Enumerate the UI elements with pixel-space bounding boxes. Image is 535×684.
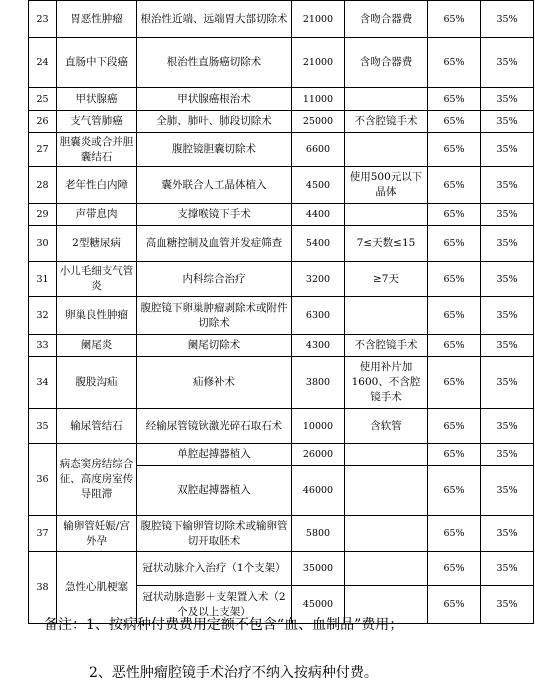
- row-number: 37: [29, 516, 57, 552]
- row-number: 32: [29, 297, 57, 335]
- disease-cell: 腹股沟疝: [57, 357, 137, 409]
- note-cell: 含吻合器费: [345, 1, 428, 38]
- fee-cell: 45000: [292, 586, 345, 624]
- table-row: [29, 38, 534, 88]
- row-number: 34: [29, 357, 57, 409]
- disease-cell: 支气管肺癌: [57, 111, 137, 133]
- share-cell-1: 65%: [428, 111, 481, 133]
- disease-cell: 卵巢良性肿瘤: [57, 297, 137, 335]
- row-number: 35: [29, 409, 57, 444]
- procedure-cell: 疝修补术: [137, 357, 292, 409]
- procedure-cell: 高血糖控制及血管并发症筛查: [137, 226, 292, 262]
- procedure-cell: 腹腔镜胆囊切除术: [137, 133, 292, 167]
- note-cell: 含吻合器费: [345, 38, 428, 88]
- share-cell-1: 65%: [428, 444, 481, 466]
- fee-cell: 26000: [292, 444, 345, 466]
- procedure-cell: 单腔起搏器植入: [137, 444, 292, 466]
- share-cell-1: 65%: [428, 133, 481, 167]
- disease-cell: 急性心肌梗塞: [57, 552, 137, 624]
- fee-cell: 3800: [292, 357, 345, 409]
- note-cell: 含软管: [345, 409, 428, 444]
- disease-cell: 输尿管结石: [57, 409, 137, 444]
- share-cell-1: 65%: [428, 204, 481, 226]
- table-row: [29, 262, 534, 297]
- share-cell-2: 35%: [481, 167, 534, 204]
- note-cell: 不含腔镜手术: [345, 111, 428, 133]
- row-number: 30: [29, 226, 57, 262]
- row-number: 24: [29, 38, 57, 88]
- row-number: 36: [29, 444, 57, 516]
- row-number: 26: [29, 111, 57, 133]
- note-cell: 使用补片加1600、不含腔镜手术: [345, 357, 428, 409]
- fee-cell: 4400: [292, 204, 345, 226]
- remarks: [44, 614, 524, 684]
- share-cell-2: 35%: [481, 226, 534, 262]
- share-cell-1: 65%: [428, 516, 481, 552]
- share-cell-2: 35%: [481, 88, 534, 111]
- fee-cell: 21000: [292, 38, 345, 88]
- table-row: [29, 204, 534, 226]
- share-cell-2: 35%: [481, 409, 534, 444]
- row-number: 27: [29, 133, 57, 167]
- note-cell: [345, 204, 428, 226]
- fee-cell: 4500: [292, 167, 345, 204]
- share-cell-1: 65%: [428, 167, 481, 204]
- note-cell: ≥7天: [345, 262, 428, 297]
- procedure-cell: 甲状腺癌根治术: [137, 88, 292, 111]
- disease-cell: 小儿毛细支气管炎: [57, 262, 137, 297]
- disease-cell: 输卵管妊娠/宫外孕: [57, 516, 137, 552]
- fee-table-body: [29, 1, 534, 624]
- procedure-cell: 全肺、肺叶、肺段切除术: [137, 111, 292, 133]
- procedure-cell: 双腔起搏器植入: [137, 466, 292, 516]
- share-cell-2: 35%: [481, 38, 534, 88]
- share-cell-1: 65%: [428, 409, 481, 444]
- note-cell: [345, 466, 428, 516]
- disease-cell: 声带息肉: [57, 204, 137, 226]
- fee-table: [28, 0, 534, 624]
- procedure-cell: 冠状动脉造影＋支架置入术（2个及以上支架）: [137, 586, 292, 624]
- procedure-cell: 冠状动脉介入治疗（1个支架）: [137, 552, 292, 586]
- row-number: 28: [29, 167, 57, 204]
- share-cell-1: 65%: [428, 357, 481, 409]
- note-cell: [345, 444, 428, 466]
- disease-cell: 胃恶性肿瘤: [57, 1, 137, 38]
- procedure-cell: 腹腔镜下输卵管切除术或输卵管切开取胚术: [137, 516, 292, 552]
- procedure-cell: 腹腔镜下卵巢肿瘤剥除术或附件切除术: [137, 297, 292, 335]
- row-number: 38: [29, 552, 57, 624]
- fee-cell: 46000: [292, 466, 345, 516]
- note-cell: 使用500元以下晶体: [345, 167, 428, 204]
- share-cell-1: 65%: [428, 335, 481, 357]
- table-row: [29, 297, 534, 335]
- disease-cell: 胆囊炎或合并胆囊结石: [57, 133, 137, 167]
- share-cell-2: 35%: [481, 552, 534, 586]
- row-number: 33: [29, 335, 57, 357]
- table-row: [29, 88, 534, 111]
- note-cell: 不含腔镜手术: [345, 335, 428, 357]
- share-cell-1: 65%: [428, 38, 481, 88]
- fee-cell: 25000: [292, 111, 345, 133]
- disease-cell: 老年性白内障: [57, 167, 137, 204]
- disease-cell: 病态窦房结综合征、高度房室传导阻滞: [57, 444, 137, 516]
- table-row: [29, 335, 534, 357]
- note-cell: [345, 552, 428, 586]
- share-cell-1: 65%: [428, 262, 481, 297]
- fee-cell: 6600: [292, 133, 345, 167]
- note-cell: [345, 133, 428, 167]
- share-cell-1: 65%: [428, 586, 481, 624]
- row-number: 25: [29, 88, 57, 111]
- fee-cell: 3200: [292, 262, 345, 297]
- share-cell-2: 35%: [481, 297, 534, 335]
- fee-cell: 5400: [292, 226, 345, 262]
- note-cell: [345, 516, 428, 552]
- share-cell-1: 65%: [428, 226, 481, 262]
- table-row: [29, 444, 534, 466]
- share-cell-1: 65%: [428, 466, 481, 516]
- share-cell-2: 35%: [481, 444, 534, 466]
- fee-cell: 21000: [292, 1, 345, 38]
- table-row: [29, 552, 534, 586]
- note-cell: [345, 88, 428, 111]
- remark-line-2: 2、恶性肿瘤腔镜手术治疗不纳入按病种付费。: [89, 665, 378, 681]
- fee-cell: 6300: [292, 297, 345, 335]
- share-cell-2: 35%: [481, 357, 534, 409]
- share-cell-2: 35%: [481, 111, 534, 133]
- table-row: [29, 226, 534, 262]
- share-cell-2: 35%: [481, 586, 534, 624]
- fee-cell: 4300: [292, 335, 345, 357]
- fee-cell: 10000: [292, 409, 345, 444]
- procedure-cell: 内科综合治疗: [137, 262, 292, 297]
- procedure-cell: 根治性直肠癌切除术: [137, 38, 292, 88]
- share-cell-2: 35%: [481, 262, 534, 297]
- share-cell-2: 35%: [481, 204, 534, 226]
- share-cell-1: 65%: [428, 552, 481, 586]
- procedure-cell: 根治性近端、远端胃大部切除术: [137, 1, 292, 38]
- fee-cell: 35000: [292, 552, 345, 586]
- note-cell: 7≤天数≤15: [345, 226, 428, 262]
- procedure-cell: 囊外联合人工晶体植入: [137, 167, 292, 204]
- remark-line-1: 备注：1、按病种付费费用定额不包含“血、血制品”费用；: [44, 617, 404, 633]
- fee-cell: 5800: [292, 516, 345, 552]
- table-row: [29, 133, 534, 167]
- row-number: 31: [29, 262, 57, 297]
- procedure-cell: 阑尾切除术: [137, 335, 292, 357]
- share-cell-2: 35%: [481, 335, 534, 357]
- share-cell-2: 35%: [481, 516, 534, 552]
- share-cell-2: 35%: [481, 1, 534, 38]
- table-row: [29, 111, 534, 133]
- note-cell: [345, 297, 428, 335]
- disease-cell: 直肠中下段癌: [57, 38, 137, 88]
- table-row: [29, 167, 534, 204]
- table-row: [29, 357, 534, 409]
- table-row: [29, 1, 534, 38]
- share-cell-1: 65%: [428, 88, 481, 111]
- procedure-cell: 支撑喉镜下手术: [137, 204, 292, 226]
- table-row: [29, 409, 534, 444]
- fee-cell: 11000: [292, 88, 345, 111]
- share-cell-2: 35%: [481, 466, 534, 516]
- share-cell-1: 65%: [428, 1, 481, 38]
- disease-cell: 甲状腺癌: [57, 88, 137, 111]
- share-cell-2: 35%: [481, 133, 534, 167]
- disease-cell: 2型糖尿病: [57, 226, 137, 262]
- row-number: 29: [29, 204, 57, 226]
- procedure-cell: 经输尿管镜钬激光碎石取石术: [137, 409, 292, 444]
- disease-cell: 阑尾炎: [57, 335, 137, 357]
- table-row: [29, 516, 534, 552]
- row-number: 23: [29, 1, 57, 38]
- share-cell-1: 65%: [428, 297, 481, 335]
